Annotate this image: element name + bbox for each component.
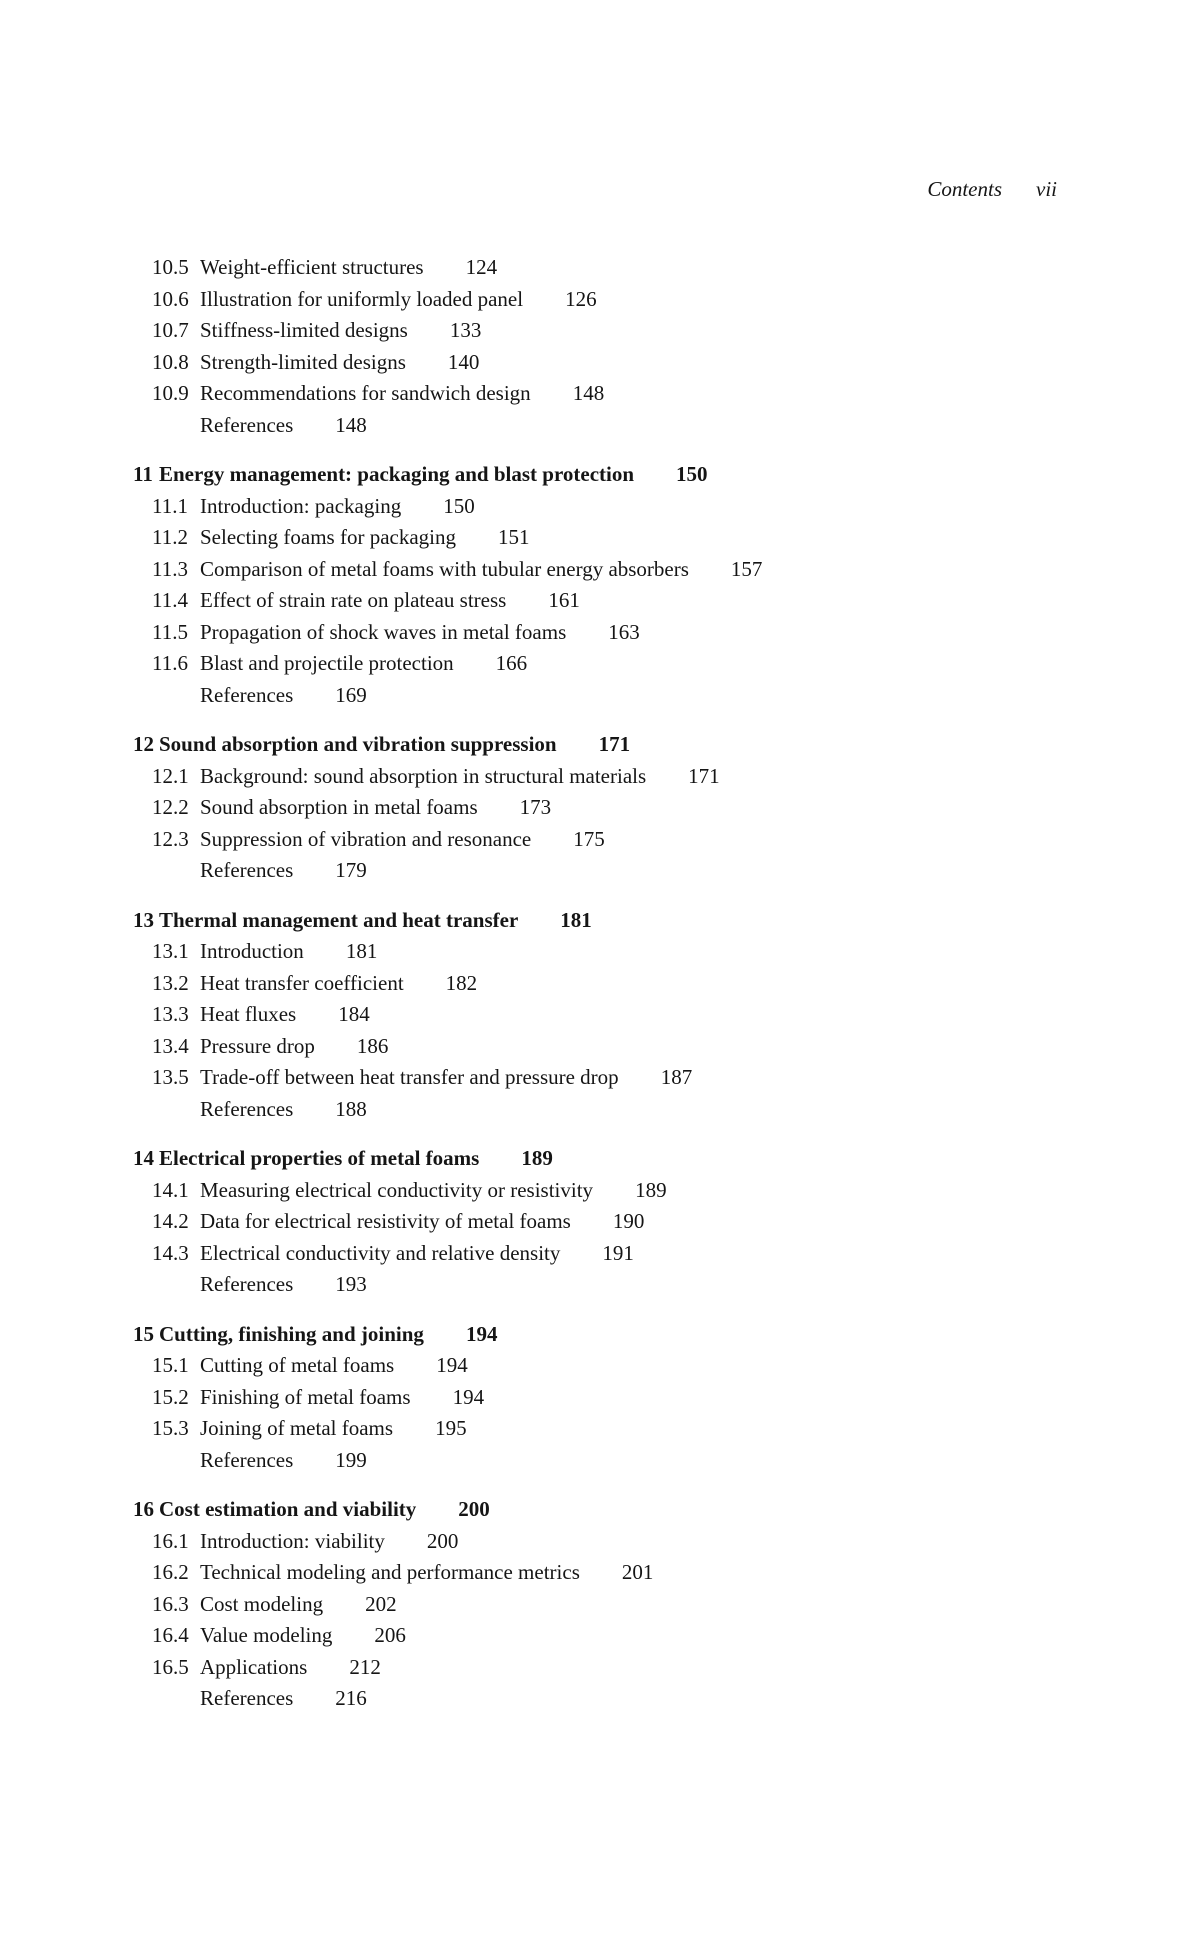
- chapter-14-block: [133, 1143, 1073, 1301]
- chapter-13-block: [133, 905, 1073, 1126]
- entry-title: Pressure drop: [200, 1033, 315, 1058]
- entry-number: 16.2: [152, 1560, 189, 1584]
- chapter-number: 14: [133, 1146, 154, 1170]
- chapter-page: 194: [465, 1321, 498, 1346]
- references-page: 193: [335, 1272, 367, 1296]
- chapter-heading-15: [133, 1319, 1073, 1351]
- entry-number: 10.9: [152, 381, 189, 405]
- running-header-page-number: vii: [1036, 177, 1057, 201]
- chapter-number: 13: [133, 907, 154, 932]
- entry-title: Introduction: [200, 939, 304, 963]
- entry-number: 15.3: [152, 1416, 189, 1440]
- entry-title: Applications: [200, 1654, 308, 1679]
- references-page: 216: [335, 1686, 367, 1710]
- chapter-heading-11: [133, 459, 1073, 491]
- entry-page: 148: [572, 381, 605, 405]
- toc-entry-11-2: [133, 522, 1073, 554]
- entry-page: 202: [365, 1591, 397, 1616]
- toc-entry-13-2: [133, 968, 1073, 1000]
- entry-page: 194: [436, 1353, 468, 1377]
- entry-page: 190: [612, 1209, 645, 1233]
- chapter-11-block: [133, 459, 1073, 711]
- entry-number: 16.4: [152, 1623, 189, 1647]
- chapter-number: 16: [133, 1497, 154, 1521]
- toc-entry-10-8: [133, 347, 1073, 379]
- entry-page: 175: [573, 826, 605, 851]
- toc-entry-11-4: [133, 585, 1073, 617]
- chapter-10-continued-block: [133, 252, 1073, 441]
- entry-page: 181: [345, 939, 378, 963]
- chapter-page: 171: [598, 732, 631, 756]
- entry-page: 126: [565, 286, 597, 311]
- entry-page: 157: [730, 556, 763, 581]
- entry-title: Comparison of metal foams with tubular energy absorbers: [200, 556, 689, 581]
- chapter-number: 15: [133, 1321, 154, 1346]
- chapter-title: Energy management: packaging and blast protection: [159, 462, 635, 486]
- toc-entry-10-6: [133, 284, 1073, 316]
- entry-title: Propagation of shock waves in metal foams: [200, 619, 567, 644]
- toc-entry-11-3: [133, 554, 1073, 586]
- entry-page: 195: [435, 1416, 467, 1440]
- entry-title: Effect of strain rate on plateau stress: [200, 588, 507, 612]
- entry-title: Electrical conductivity and relative density: [200, 1240, 561, 1265]
- entry-page: 191: [602, 1240, 634, 1265]
- toc-entry-13-5: [133, 1062, 1073, 1094]
- references-label: References: [200, 1447, 294, 1472]
- entry-title: Cutting of metal foams: [200, 1353, 395, 1377]
- chapter-heading-14: [133, 1143, 1073, 1175]
- entry-page: 161: [548, 588, 580, 612]
- entry-number: 13.3: [152, 1002, 189, 1026]
- entry-title: Weight-efficient structures: [200, 255, 424, 279]
- entry-number: 11.4: [152, 588, 188, 612]
- toc-entry-14-1: [133, 1175, 1073, 1207]
- chapter-page: 181: [560, 907, 592, 932]
- entry-page: 206: [374, 1623, 406, 1647]
- entry-title: Cost modeling: [200, 1591, 324, 1616]
- entry-page: 151: [498, 525, 530, 549]
- chapter-title: Cutting, finishing and joining: [159, 1321, 424, 1346]
- entry-title: Selecting foams for packaging: [200, 525, 456, 549]
- toc-entry-15-2: [133, 1382, 1073, 1414]
- entry-number: 13.1: [152, 939, 189, 963]
- running-header: [0, 176, 1057, 202]
- entry-page: 189: [635, 1177, 667, 1202]
- chapter-title: Electrical properties of metal foams: [159, 1146, 480, 1170]
- chapter-title: Thermal management and heat transfer: [159, 907, 519, 932]
- entry-page: 171: [688, 763, 720, 788]
- toc-entry-13-1: [133, 936, 1073, 968]
- chapter-heading-16: [133, 1494, 1073, 1526]
- entry-page: 166: [495, 651, 528, 675]
- entry-title: Heat transfer coefficient: [200, 970, 404, 995]
- toc-references-12: [133, 855, 1073, 887]
- entry-number: 11.1: [152, 493, 188, 518]
- entry-page: 173: [519, 795, 552, 819]
- entry-number: 11.6: [152, 651, 188, 675]
- references-label: References: [200, 412, 294, 437]
- entry-page: 184: [338, 1002, 370, 1026]
- toc-entry-15-3: [133, 1413, 1073, 1445]
- references-label: References: [200, 1096, 294, 1121]
- running-header-title: Contents: [927, 177, 1002, 201]
- entry-number: 15.2: [152, 1384, 189, 1409]
- entry-number: 13.4: [152, 1033, 189, 1058]
- entry-title: Introduction: viability: [200, 1528, 385, 1553]
- chapter-page: 189: [521, 1146, 553, 1170]
- chapter-title: Sound absorption and vibration suppression: [159, 732, 557, 756]
- entry-page: 194: [452, 1384, 485, 1409]
- toc-entry-12-3: [133, 824, 1073, 856]
- entry-number: 10.5: [152, 255, 189, 279]
- chapter-number: 11: [133, 462, 153, 486]
- toc-references-11: [133, 680, 1073, 712]
- toc-references-16: [133, 1683, 1073, 1715]
- entry-number: 16.3: [152, 1591, 189, 1616]
- toc-references-15: [133, 1445, 1073, 1477]
- entry-number: 11.2: [152, 525, 188, 549]
- entry-title: Joining of metal foams: [200, 1416, 394, 1440]
- entry-number: 11.3: [152, 556, 188, 581]
- toc-references-13: [133, 1094, 1073, 1126]
- chapter-12-block: [133, 729, 1073, 887]
- entry-number: 16.1: [152, 1528, 189, 1553]
- entry-page: 201: [621, 1560, 654, 1584]
- entry-page: 150: [443, 493, 475, 518]
- entry-number: 10.7: [152, 318, 189, 342]
- entry-number: 11.5: [152, 619, 188, 644]
- entry-title: Trade-off between heat transfer and pressure drop: [200, 1065, 619, 1089]
- references-page: 199: [335, 1447, 367, 1472]
- toc-entry-15-1: [133, 1350, 1073, 1382]
- toc-entry-14-3: [133, 1238, 1073, 1270]
- entry-page: 140: [447, 349, 480, 374]
- entry-title: Suppression of vibration and resonance: [200, 826, 532, 851]
- entry-page: 187: [660, 1065, 693, 1089]
- entry-title: Data for electrical resistivity of metal foams: [200, 1209, 571, 1233]
- toc-entry-16-3: [133, 1589, 1073, 1621]
- entry-title: Blast and projectile protection: [200, 651, 454, 675]
- entry-number: 12.1: [152, 763, 189, 788]
- entry-title: Recommendations for sandwich design: [200, 381, 531, 405]
- references-label: References: [200, 858, 294, 882]
- toc-entry-12-2: [133, 792, 1073, 824]
- entry-number: 10.6: [152, 286, 189, 311]
- toc-entry-10-9: [133, 378, 1073, 410]
- entry-title: Stiffness-limited designs: [200, 318, 408, 342]
- references-label: References: [200, 682, 294, 707]
- toc-entry-13-4: [133, 1031, 1073, 1063]
- toc-entry-16-4: [133, 1620, 1073, 1652]
- entry-number: 14.3: [152, 1240, 189, 1265]
- entry-page: 133: [449, 318, 482, 342]
- toc-entry-16-5: [133, 1652, 1073, 1684]
- entry-number: 14.1: [152, 1177, 189, 1202]
- chapter-page: 150: [676, 462, 708, 486]
- toc-entry-11-5: [133, 617, 1073, 649]
- chapter-heading-13: [133, 905, 1073, 937]
- entry-number: 16.5: [152, 1654, 189, 1679]
- toc-entry-14-2: [133, 1206, 1073, 1238]
- entry-number: 15.1: [152, 1353, 189, 1377]
- references-page: 179: [335, 858, 367, 882]
- entry-title: Finishing of metal foams: [200, 1384, 411, 1409]
- chapter-page: 200: [458, 1497, 490, 1521]
- chapter-heading-12: [133, 729, 1073, 761]
- entry-page: 163: [608, 619, 640, 644]
- entry-page: 182: [445, 970, 478, 995]
- references-page: 188: [335, 1096, 367, 1121]
- entry-title: Measuring electrical conductivity or resistivity: [200, 1177, 594, 1202]
- table-of-contents: [133, 252, 1073, 1715]
- entry-number: 10.8: [152, 349, 189, 374]
- references-label: References: [200, 1686, 294, 1710]
- entry-page: 212: [349, 1654, 381, 1679]
- toc-entry-11-1: [133, 491, 1073, 523]
- entry-title: Technical modeling and performance metrics: [200, 1560, 580, 1584]
- toc-entry-16-2: [133, 1557, 1073, 1589]
- entry-title: Illustration for uniformly loaded panel: [200, 286, 524, 311]
- chapter-number: 12: [133, 732, 154, 756]
- chapter-title: Cost estimation and viability: [159, 1497, 417, 1521]
- entry-page: 186: [356, 1033, 389, 1058]
- entry-number: 13.5: [152, 1065, 189, 1089]
- entry-number: 12.2: [152, 795, 189, 819]
- entry-page: 200: [426, 1528, 459, 1553]
- entry-title: Background: sound absorption in structural materials: [200, 763, 647, 788]
- entry-number: 13.2: [152, 970, 189, 995]
- entry-title: Strength-limited designs: [200, 349, 406, 374]
- toc-entry-13-3: [133, 999, 1073, 1031]
- toc-entry-10-5: [133, 252, 1073, 284]
- toc-entry-16-1: [133, 1526, 1073, 1558]
- entry-title: Sound absorption in metal foams: [200, 795, 478, 819]
- entry-title: Heat fluxes: [200, 1002, 297, 1026]
- references-page: 148: [335, 412, 367, 437]
- toc-references-14: [133, 1269, 1073, 1301]
- entry-number: 14.2: [152, 1209, 189, 1233]
- entry-title: Value modeling: [200, 1623, 333, 1647]
- chapter-16-block: [133, 1494, 1073, 1715]
- references-page: 169: [335, 682, 367, 707]
- entry-number: 12.3: [152, 826, 189, 851]
- references-label: References: [200, 1272, 294, 1296]
- entry-page: 124: [465, 255, 498, 279]
- entry-title: Introduction: packaging: [200, 493, 402, 518]
- toc-entry-12-1: [133, 761, 1073, 793]
- toc-references-10: [133, 410, 1073, 442]
- chapter-15-block: [133, 1319, 1073, 1477]
- toc-entry-10-7: [133, 315, 1073, 347]
- toc-entry-11-6: [133, 648, 1073, 680]
